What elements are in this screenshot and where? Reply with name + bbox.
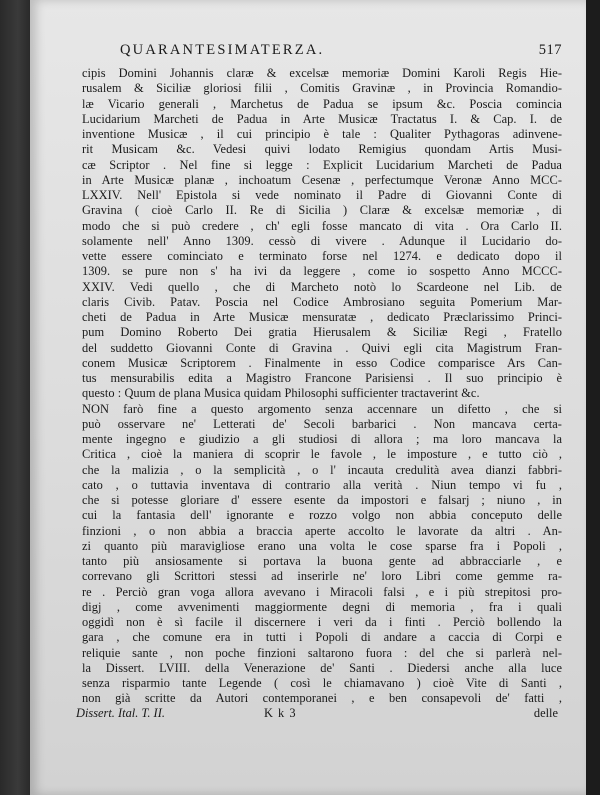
text-line: la Dissert. LVIII. della Venerazione de' Santi . Diedersi anche alla luce [82, 660, 562, 675]
text-line: claris Civib. Patav. Poscia nel Codice Ambrosiano seguita Pomerium Mar- [82, 294, 562, 309]
text-line: che la malizia , o la semplicità , o l' incauta credulità avea dianzi fabbri- [82, 462, 562, 477]
text-line: cato , o tuttavia inventava di contrario alla verità . Niun tempo vi fu , [82, 477, 562, 492]
text-line: XXIV. Vedi quello , che di Marcheto notò lo Scardeone nel Lib. de [82, 279, 562, 294]
text-line: reliquie sante , non poche finzioni saltarono fuora : del che si parlerà nel- [82, 645, 562, 660]
text-line: digj , come avvenimenti maggiormente degni di memoria , fra i quali [82, 599, 562, 614]
text-line: del suddetto Giovanni Conte di Gravina . Quivi egli cita Magistrum Fran- [82, 340, 562, 355]
footer-reference: Dissert. Ital. T. II. [76, 705, 165, 720]
text-line: zi quanto più maravigliose erano una volta le cose sparse fra i Popoli , [82, 538, 562, 553]
body-text [82, 66, 562, 707]
text-line: pum Domino Roberto Dei gratia Hierusalem & Siciliæ Regi , Fratello [82, 325, 562, 340]
text-line: modo che si può credere , ch' egli fosse mancato di vita . Ora Carlo II. [82, 218, 562, 233]
page-number: 517 [538, 42, 562, 58]
text-line: cui la fantasia dell' ignorante e rozzo volgo non abbia conceputo delle [82, 508, 562, 523]
text-line: questo : Quum de plana Musica quidam Philosophi sufficienter tractaverint &c. [82, 386, 480, 401]
text-line: tanto più ansiosamente si portava la buona gente ad abbracciarle , e [82, 554, 562, 568]
text-line: Lucidarium Marcheti de Padua in Arte Musicæ Tractatus I. & Cap. I. de [82, 111, 562, 126]
text-line: oggidì non è sì facile il discernere i veri da i finti . Perciò bollendo la [82, 615, 562, 629]
text-line: Critica , cioè la maniera di scoprir le favole , le imposture , e tutto ciò , [82, 447, 562, 462]
text-line: rusalem & Siciliæ gloriosi filii , Comitis Gravinæ , in Provincia Romandio- [82, 81, 562, 96]
text-line: vette essere cominciato e terminato forse nel 1274. e dedicato dopo il [82, 249, 562, 263]
text-line: Gravina ( cioè Carlo II. Re di Sicilia ) Claræ & excelsæ memoriæ , di [82, 203, 562, 218]
text-line: gara , che comune era in tutti i Popoli di andare a caccia di Corpi e [82, 630, 562, 645]
text-line: può osservare ne' Letterati de' Secoli barbarici . Non mancava certa- [82, 416, 562, 431]
text-line: re . Perciò gran voga allora avevano i Miracoli falsi , e i più strepitosi pro- [82, 584, 562, 599]
running-title: QUARANTESIMATERZA. [120, 42, 325, 58]
text-line: non già scritte da Autori contemporanei , e ben consapevoli de' fatti , [82, 691, 562, 706]
text-line: tus mensurabilis edita a Magistro Francone Parisiensi . Il suo principio è [82, 371, 562, 385]
text-block [76, 42, 562, 722]
text-line: læ Vicario generali , Marchetus de Padua se ipsum &c. Poscia comincia [82, 96, 562, 111]
text-line: senza risparmio tante Legende ( così le chiamavano ) cioè Vite di Santi , [82, 676, 562, 690]
text-line: correvano gli Scrittori stessi ad inserirle ne' loro Libri come gemme ra- [82, 569, 562, 584]
text-line: rit Musicam &c. Vedesi quivi lodato Remigius quondam Artis Musi- [82, 142, 562, 157]
signature-mark: K k 3 [264, 705, 297, 720]
page-header [82, 42, 562, 66]
text-line: cheti de Padua in Arte Musicæ mensuratæ , dedicato Præclarissimo Princi- [82, 310, 562, 324]
text-line: conem Musicæ Scriptorem . Finalmente in esso Codice comparisce Ars Can- [82, 355, 562, 370]
text-line: che si potesse gloriare d' essere esente da impostori e falsarj ; niuno , in [82, 493, 562, 507]
text-line: inventione Musicæ , il cui principio è tale : Qualiter Pythagoras adinvene- [82, 127, 562, 141]
catchword: delle [533, 705, 558, 720]
text-line: finzioni , o non abbia a braccia aperte accolto le lavorate da altri . An- [82, 523, 562, 538]
text-line: mente ingegno e giudizio a gli studiosi di allora ; ma loro mancava la [82, 432, 562, 446]
text-line: NON farò fine a questo argomento senza accennare un difetto , che si [82, 401, 562, 416]
page-footer [76, 705, 562, 722]
text-line: solamente nell' Anno 1309. cessò di vivere . Adunque il Lucidario do- [82, 233, 562, 248]
text-line: in Arte Musicæ planæ , inchoatum Cesenæ , perfectumque Veronæ Anno MCC- [82, 172, 562, 187]
text-line: cipis Domini Johannis claræ & excelsæ memoriæ Domini Karoli Regis Hie- [82, 66, 562, 80]
text-line: LXXIV. Nell' Epistola si vede nominato il Padre di Giovanni Conte di [82, 188, 562, 202]
text-line: 1309. se pure non s' ha ivi da leggere , come io sospetto Anno MCCC- [82, 264, 562, 279]
book-page [30, 0, 586, 795]
text-line: cæ Scriptor . Nel fine si legge : Explicit Lucidarium Marcheti de Padua [82, 157, 562, 172]
